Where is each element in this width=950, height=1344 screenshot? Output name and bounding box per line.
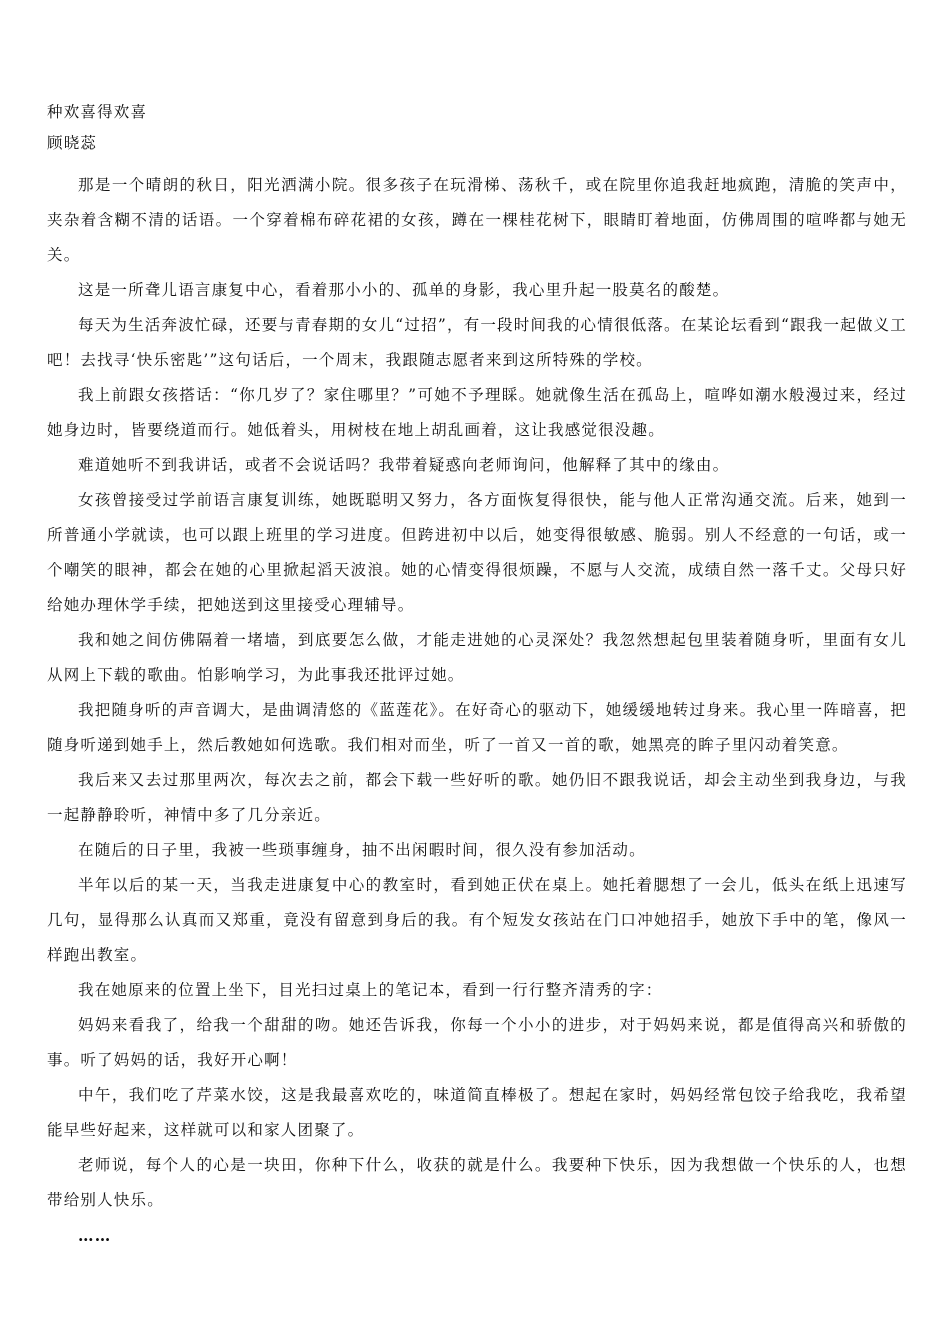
paragraph: 我和她之间仿佛隔着一堵墙，到底要怎么做，才能走进她的心灵深处？我忽然想起包里装着随身听，里面有女儿从网上下载的歌曲。怕影响学习，为此事我还批评过她。 [47, 631, 907, 684]
paragraph: 我把随身听的声音调大，是曲调清悠的《蓝莲花》。在好奇心的驱动下，她缓缓地转过身来。我心里一阵暗喜，把随身听递到她手上，然后教她如何选歌。我们相对而坐，听了一首又一首的歌，她黑亮的眸子里闪动着笑意。 [47, 701, 907, 754]
paragraph: 这是一所聋儿语言康复中心，看着那小小的、孤单的身影，我心里升起一股莫名的酸楚。 [78, 281, 730, 299]
diary-paragraph: 中午，我们吃了芹菜水饺，这是我最喜欢吃的，味道简直棒极了。想起在家时，妈妈经常包饺子给我吃，我希望能早些好起来，这样就可以和家人团聚了。 [47, 1086, 907, 1139]
ellipsis: …… [78, 1226, 112, 1245]
paragraph: 我上前跟女孩搭话：“你几岁了？家住哪里？”可她不予理睬。她就像生活在孤岛上，喧哗如潮水般漫过来，经过她身边时，皆要绕道而行。她低着头，用树枝在地上胡乱画着，这让我感觉很没趣。 [47, 386, 907, 439]
paragraph: 我后来又去过那里两次，每次去之前，都会下载一些好听的歌。她仍旧不跟我说话，却会主动坐到我身边，与我一起静静聆听，神情中多了几分亲近。 [47, 771, 907, 824]
paragraph: 半年以后的某一天，当我走进康复中心的教室时，看到她正伏在桌上。她托着腮想了一会儿，低头在纸上迅速写几句，显得那么认真而又郑重，竟没有留意到身后的我。有个短发女孩站在门口冲她招手，她放下手中的笔，像风一样跑出教室。 [47, 876, 907, 964]
article-body [47, 98, 907, 1253]
paragraph: 每天为生活奔波忙碌，还要与青春期的女儿“过招”，有一段时间我的心情很低落。在某论坛看到“跟我一起做义工吧！去找寻‘快乐密匙’”这句话后，一个周末，我跟随志愿者来到这所特殊的学校。 [47, 316, 907, 369]
article-author: 顾晓蕊 [47, 134, 98, 152]
paragraph: 那是一个晴朗的秋日，阳光洒满小院。很多孩子在玩滑梯、荡秋千，或在院里你追我赶地疯跑，清脆的笑声中，夹杂着含糊不清的话语。一个穿着棉布碎花裙的女孩，蹲在一棵桂花树下，眼睛盯着地面，仿佛周围的喧哗都与她无关。 [47, 176, 907, 264]
paragraph: 难道她听不到我讲话，或者不会说话吗？我带着疑惑向老师询问，他解释了其中的缘由。 [78, 456, 730, 474]
paragraph: 在随后的日子里，我被一些琐事缠身，抽不出闲暇时间，很久没有参加活动。 [78, 841, 646, 859]
diary-paragraph: 妈妈来看我了，给我一个甜甜的吻。她还告诉我，你每一个小小的进步，对于妈妈来说，都是值得高兴和骄傲的事。听了妈妈的话，我好开心啊！ [47, 1016, 907, 1069]
paragraph: 我在她原来的位置上坐下，目光扫过桌上的笔记本，看到一行行整齐清秀的字： [78, 981, 663, 999]
paragraph: 女孩曾接受过学前语言康复训练，她既聪明又努力，各方面恢复得很快，能与他人正常沟通交流。后来，她到一所普通小学就读，也可以跟上班里的学习进度。但跨进初中以后，她变得很敏感、脆弱。别人不经意的一句话，或一个嘲笑的眼神，都会在她的心里掀起滔天波浪。她的心情变得很烦躁，不愿与人交流，成绩自然一落千丈。父母只好给她办理休学手续，把她送到这里接受心理辅导。 [47, 491, 907, 614]
diary-paragraph: 老师说，每个人的心是一块田，你种下什么，收获的就是什么。我要种下快乐，因为我想做一个快乐的人，也想带给别人快乐。 [47, 1156, 907, 1209]
article-title: 种欢喜得欢喜 [47, 103, 148, 121]
